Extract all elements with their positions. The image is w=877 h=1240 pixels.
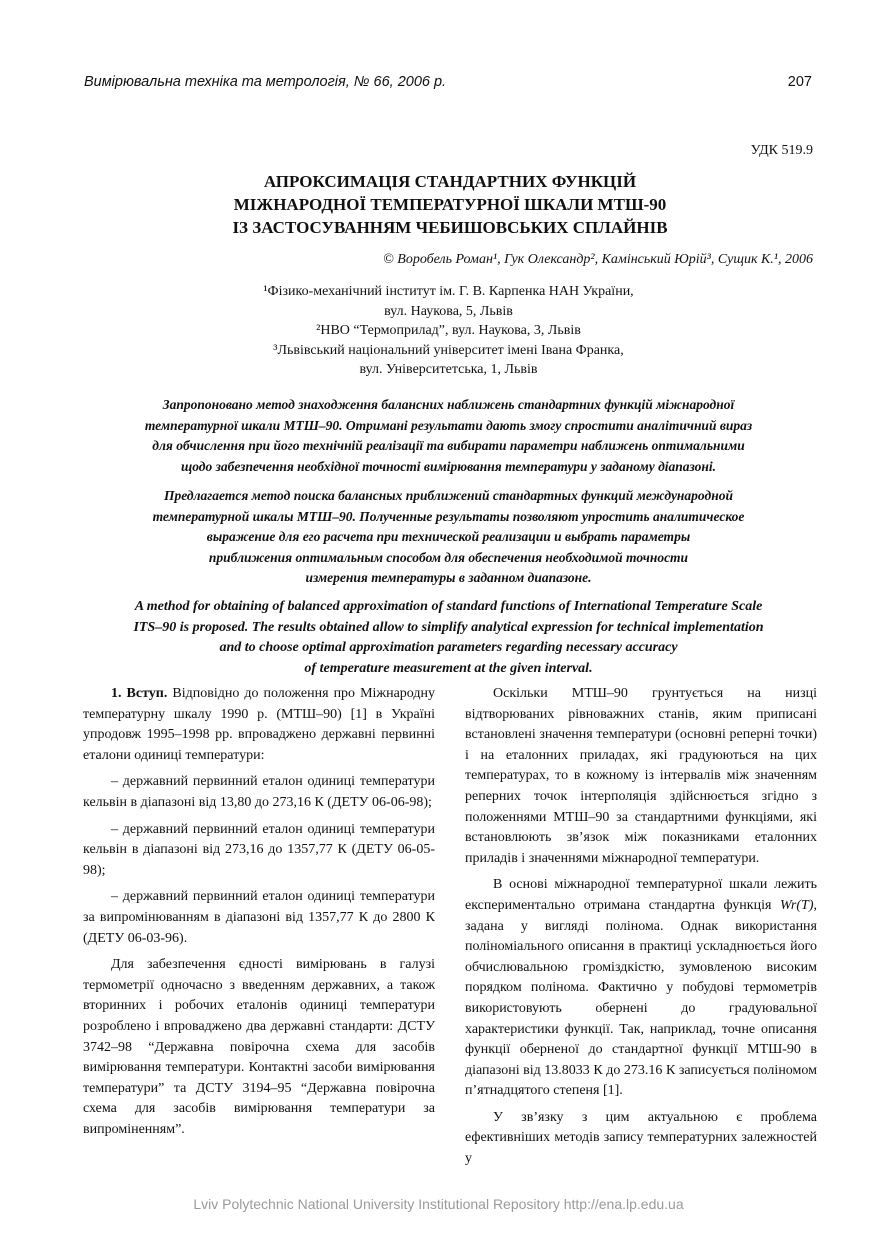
repository-footer: Lviv Polytechnic National University Institutional Repository http://ena.lp.edu.ua	[193, 1196, 684, 1212]
list-item: – державний первинний еталон одиниці температури за випромінюванням в діапазоні від 1357,77 К до 2800 К (ДЕТУ 06-03-96).	[83, 889, 435, 946]
udk-code: УДК 519.9	[750, 143, 813, 158]
paper-title	[60, 170, 840, 239]
abstract-line: and to choose optimal approximation parameters regarding necessary accuracy	[219, 640, 678, 655]
abstract-line: температурной шкалы МТШ–90. Полученные результаты позволяют упростить аналитическое	[152, 508, 745, 524]
page-number: 207	[787, 74, 812, 90]
paragraph: Оскільки МТШ–90 грунтується на низці відтворюваних рівноважних станів, яким приписані встановлені значення температури (основні реперні точки) і на еталонних приладах, які градуюються на цих температурах, то в кожному із інтервалів між значенням реперних точок інтерполяція здійснюється згідно з положеннями МТШ–90 за стандартними функціями, які встановлюють зв’язок між показниками еталонних приладів і значеннями міжнародної температури.	[465, 686, 817, 866]
abstract-line: для обчислення при його технічній реалізації та вибирати параметри наближень оптимальними	[152, 438, 745, 453]
title-line: МІЖНАРОДНОЇ ТЕМПЕРАТУРНОЇ ШКАЛИ МТШ-90	[233, 195, 667, 214]
paragraph-text: В основі міжнародної температурної шкали лежить експериментально отримана стандартна функція	[465, 877, 817, 913]
abstract-russian	[70, 486, 827, 589]
abstract-line: щодо забезпечення необхідної точності вимірювання температури у заданому діапазоні.	[180, 458, 717, 474]
abstract-line: of temperature measurement at the given interval.	[304, 660, 593, 676]
section-heading: 1. Вступ.	[111, 686, 168, 701]
affiliation-line: ¹Фізико-механічний інститут ім. Г. В. Карпенка НАН України,	[263, 284, 634, 299]
paragraph	[465, 875, 817, 1102]
abstract-line: Запропоновано метод знаходження балансних наближень стандартних функцій міжнародної	[162, 397, 735, 412]
abstract-line: измерения температуры в заданном диапазоне.	[305, 570, 592, 585]
abstract-line: ITS–90 is proposed. The results obtained allow to simplify analytical expression for technical implementation	[133, 619, 764, 635]
body-column-right	[465, 684, 817, 1176]
abstract-line: приближения оптимальным способом для обеспечения необходимой точности	[208, 549, 689, 565]
affiliations	[0, 282, 877, 380]
intro-paragraph	[83, 684, 435, 766]
paragraph: Для забезпечення єдності вимірювань в галузі термометрії одночасно з введенням державних, а також вторинних і робочих еталонів одиниці температури розроблено і впроваджено два державні стандарти: ДСТУ 3742–98 “Державна повірочна схема для засобів вимірювання температури. Контактні засоби вимірювання температури” та ДСТУ 3194–95 “Державна повірочна схема для засобів вимірювання температури за випроміненням”.	[83, 957, 435, 1137]
title-line: ІЗ ЗАСТОСУВАННЯМ ЧЕБИШОВСЬКИХ СПЛАЙНІВ	[232, 218, 668, 237]
title-line: АПРОКСИМАЦІЯ СТАНДАРТНИХ ФУНКЦІЙ	[263, 172, 637, 191]
intro-text: Відповідно до положення про Міжнародну температурну шкалу 1990 р. (МТШ–90) [1] в Україні упродовж 1995–1998 рр. впроваджено державні первинні еталони одиниці температури:	[83, 686, 436, 763]
authors-line: © Воробель Роман¹, Гук Олександр², Камінський Юрій³, Сущик К.¹, 2006	[383, 252, 813, 267]
abstract-line: выражение для его расчета при технической реализации и выбрать параметры	[206, 529, 691, 544]
journal-title: Вимірювальна техніка та метрологія, № 66, 2006 р.	[84, 74, 447, 90]
paragraph-text: , задана у вигляді полінома. Однак використання поліноміального описання в практиці ускладнюється його обчислювальною громіздкістю, зумовленою високим порядком полінома. Фактично у побудові термометрів використовують обернені до градуювальної характеристики функції. Так, наприклад, точне описання функції оберненої до стандартної функції МТШ-90 в діапазоні від 13.8033 К до 273.16 К записується поліномом п’ятнадцятого степеня [1].	[465, 897, 817, 1099]
list-item: – державний первинний еталон одиниці температури кельвін в діапазоні від 273,16 до 1357,77 К (ДЕТУ 06-05-98);	[83, 821, 435, 878]
abstract-line: Предлагается метод поиска балансных приближений стандартных функций международной	[164, 488, 733, 503]
body-column-left	[83, 684, 435, 1146]
abstract-line: температурної шкали МТШ–90. Отримані результати дають змогу спростити аналітичний вираз	[144, 417, 753, 433]
list-item: – державний первинний еталон одиниці температури кельвін в діапазоні від 13,80 до 273,16 К (ДЕТУ 06-06-98);	[83, 774, 435, 810]
abstract-line: A method for obtaining of balanced approximation of standard functions of International Temperature Scale	[134, 599, 763, 614]
affiliation-line: ²НВО “Термоприлад”, вул. Наукова, 3, Львів	[316, 323, 581, 339]
running-head	[84, 74, 812, 94]
affiliation-line: ³Львівський національний університет імені Івана Франка,	[273, 342, 624, 358]
abstract-ukrainian	[70, 395, 827, 477]
paragraph: У зв’язку з цим актуальною є проблема ефективніших методів запису температурних залежностей у	[465, 1109, 817, 1167]
formula-wr-t: Wr(T)	[780, 897, 814, 913]
affiliation-line: вул. Університетська, 1, Львів	[359, 362, 538, 378]
abstract-english	[70, 597, 827, 679]
affiliation-line: вул. Наукова, 5, Львів	[384, 303, 513, 319]
